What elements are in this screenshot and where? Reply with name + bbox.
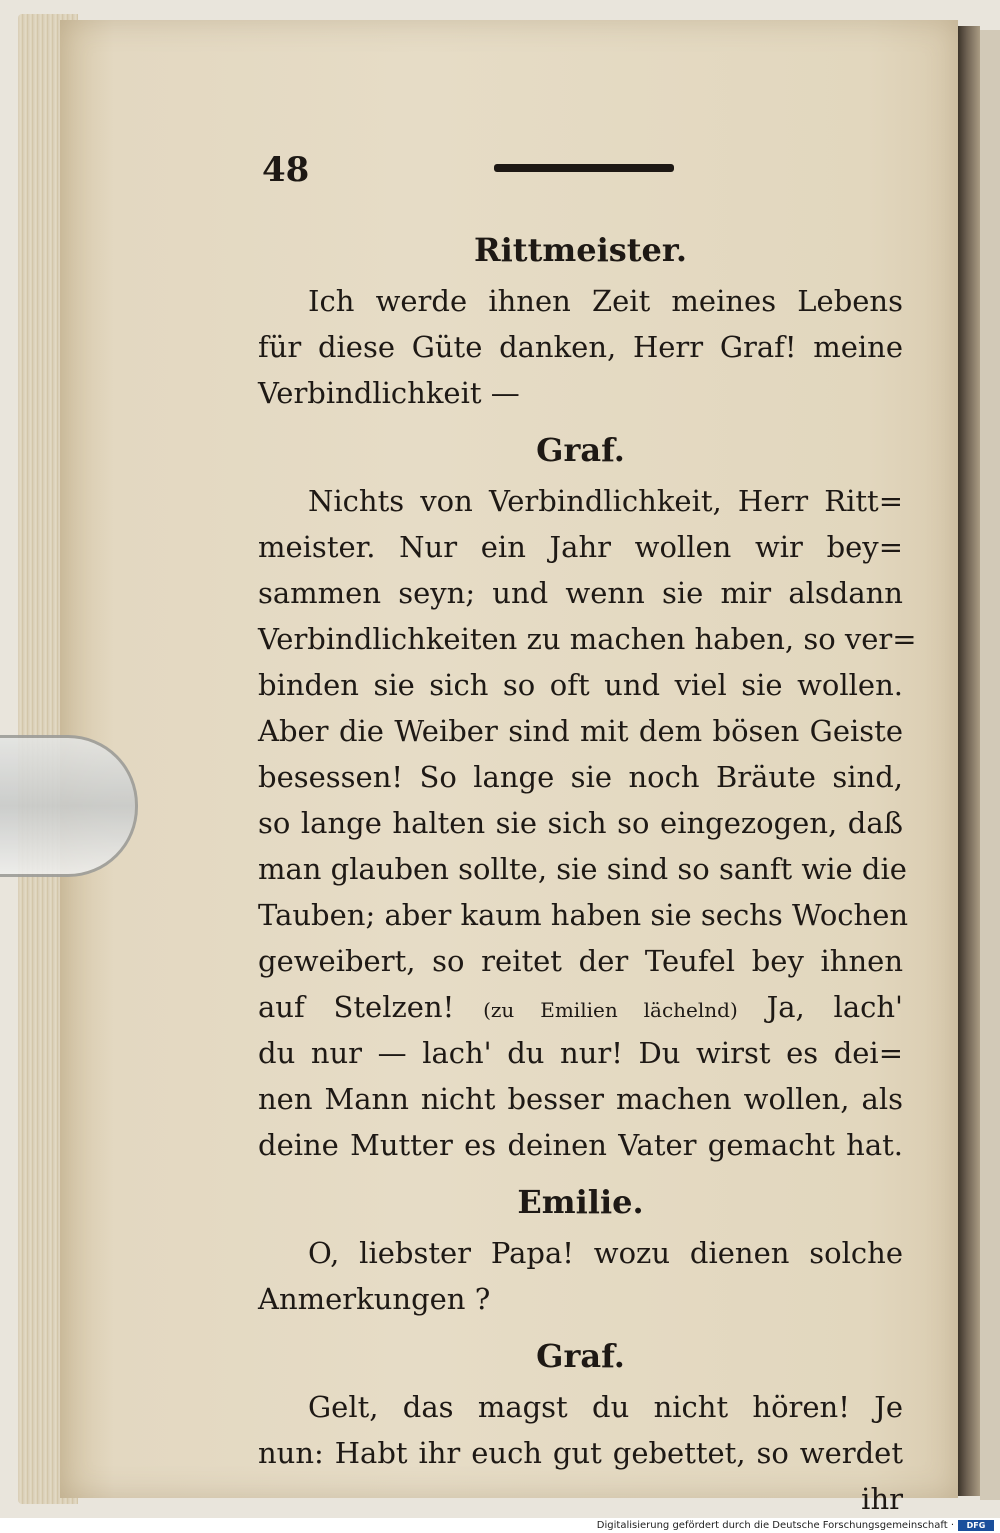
text-line: Nichts von Verbindlichkeit, Herr Ritt= [308,484,903,518]
text-line: Verbindlichkeiten zu machen haben, so ver= [258,622,917,656]
speaker-heading: Graf. [536,1337,625,1375]
text-line: nen Mann nicht besser machen wollen, als [258,1082,903,1116]
text-segment: Ja, lach' [766,990,903,1024]
catchword: ihr [861,1482,903,1516]
text-line: Verbindlichkeit — [258,376,520,410]
text-line: du nur — lach' du nur! Du wirst es dei= [258,1036,903,1070]
book-spine-shadow [958,26,980,1496]
text-line: nun: Habt ihr euch gut gebettet, so werdet [258,1436,903,1470]
text-line: besessen! So lange sie noch Bräute sind, [258,760,903,794]
text-line: deine Mutter es deinen Vater gemacht hat. [258,1128,903,1162]
page-header [262,150,682,200]
text-line [258,984,903,1030]
stage-direction: (zu Emilien lächelnd) [483,998,738,1022]
text-line: für diese Güte danken, Herr Graf! meine [258,330,903,364]
footer-bar [0,1518,1000,1533]
speaker-heading: Graf. [536,431,625,469]
text-line: sammen seyn; und wenn sie mir alsdann [258,576,903,610]
text-line: binden sie sich so oft und viel sie wollen. [258,668,903,702]
text-line: man glauben sollte, sie sind so sanft wie die [258,852,907,886]
header-rule [494,164,674,172]
page-text [258,222,917,1522]
text-line: Ich werde ihnen Zeit meines Lebens [308,284,903,318]
text-line: Anmerkungen ? [258,1282,491,1316]
page-number: 48 [262,150,310,190]
text-line: meister. Nur ein Jahr wollen wir bey= [258,530,903,564]
page-clip [0,735,138,877]
facing-page-edge [980,30,1000,1500]
text-segment: auf Stelzen! [258,990,455,1024]
text-line: geweibert, so reitet der Teufel bey ihnen [258,944,903,978]
text-line: Gelt, das magst du nicht hören! Je [308,1390,903,1424]
speaker-heading: Rittmeister. [474,231,687,269]
text-line: Tauben; aber kaum haben sie sechs Wochen [258,898,909,932]
speaker-heading: Emilie. [517,1183,644,1221]
text-line: so lange halten sie sich so eingezogen, daß [258,806,903,840]
text-line: Aber die Weiber sind mit dem bösen Geiste [258,714,903,748]
dfg-logo: DFG [958,1520,994,1531]
footer-credit: Digitalisierung gefördert durch die Deutsche Forschungsgemeinschaft · [596,1520,954,1531]
text-line: O, liebster Papa! wozu dienen solche [308,1236,903,1270]
